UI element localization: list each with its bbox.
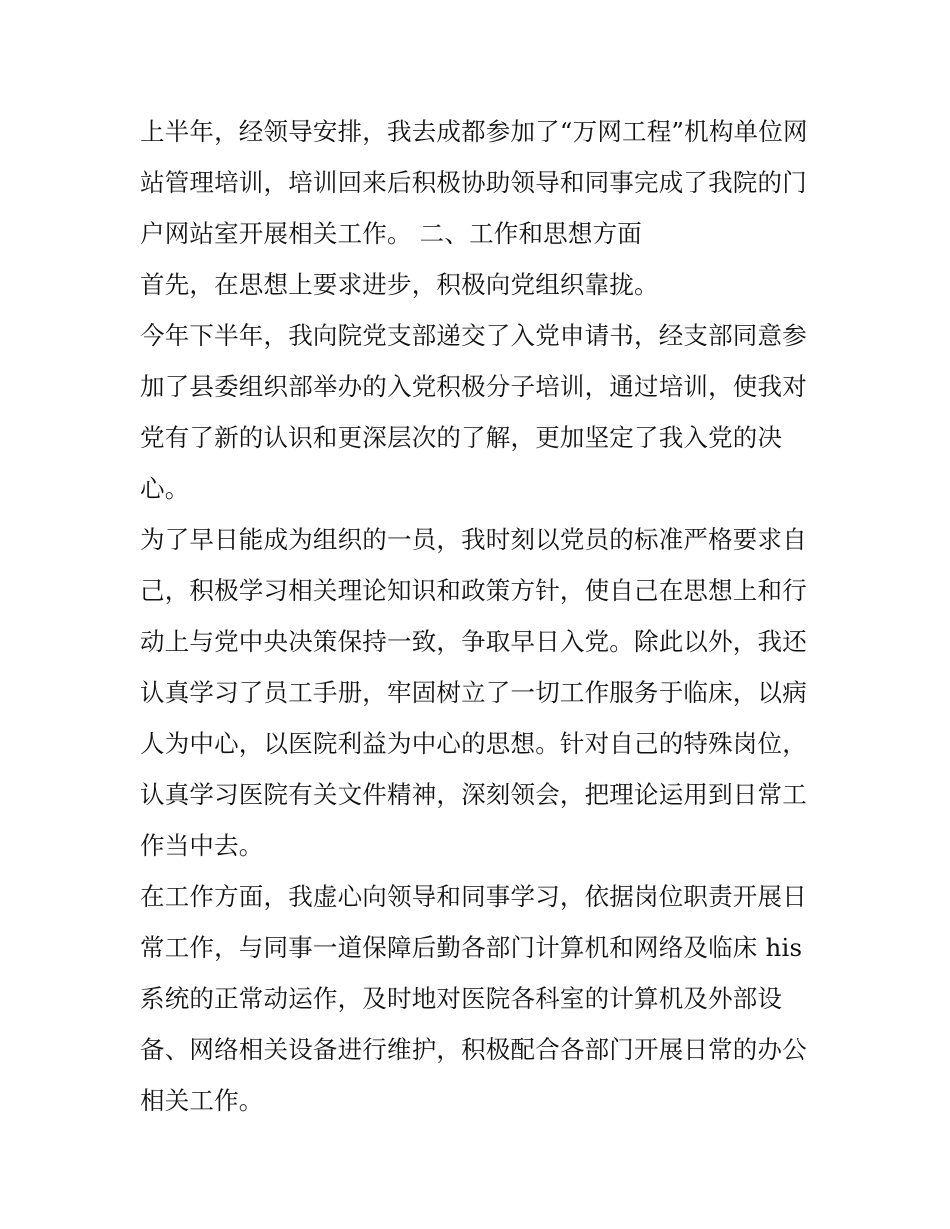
text-line: 为了早日能成为组织的一员，我时刻以党员的标准严格要求自 <box>140 525 807 554</box>
text-line: 心。 <box>140 474 190 503</box>
text-line: 人为中心，以医院利益为中心的思想。针对自己的特殊岗位， <box>140 729 807 758</box>
text-line: 上半年，经领导安排，我去成都参加了“万网工程”机构单位网 <box>140 117 808 146</box>
text-line: 党有了新的认识和更深层次的了解，更加坚定了我入党的决 <box>140 423 783 452</box>
document-body <box>140 106 820 1126</box>
text-line: 加了县委组织部举办的入党积极分子培训，通过培训，使我对 <box>140 372 807 401</box>
text-line: 己，积极学习相关理论知识和政策方针，使自己在思想上和行 <box>140 576 807 605</box>
text-line: 备、网络相关设备进行维护，积极配合各部门开展日常的办公 <box>140 1035 807 1064</box>
text-line: 站管理培训，培训回来后积极协助领导和同事完成了我院的门 <box>140 168 807 197</box>
text-line: 户网站室开展相关工作。 二、工作和思想方面 <box>140 219 642 248</box>
text-line: 首先，在思想上要求进步，积极向党组织靠拢。 <box>140 270 659 299</box>
text-line: 常工作，与同事一道保障后勤各部门计算机和网络及临床 his <box>140 933 803 962</box>
text-line: 认真学习了员工手册，牢固树立了一切工作服务于临床，以病 <box>140 678 807 707</box>
text-line: 认真学习医院有关文件精神，深刻领会，把理论运用到日常工 <box>140 780 807 809</box>
text-line: 在工作方面，我虚心向领导和同事学习，依据岗位职责开展日 <box>140 882 807 911</box>
text-line: 作当中去。 <box>140 831 264 860</box>
text-line: 动上与党中央决策保持一致，争取早日入党。除此以外，我还 <box>140 627 807 656</box>
text-line: 系统的正常动运作，及时地对医院各科室的计算机及外部设 <box>140 984 783 1013</box>
text-line: 今年下半年，我向院党支部递交了入党申请书，经支部同意参 <box>140 321 807 350</box>
text-line: 相关工作。 <box>140 1086 264 1115</box>
